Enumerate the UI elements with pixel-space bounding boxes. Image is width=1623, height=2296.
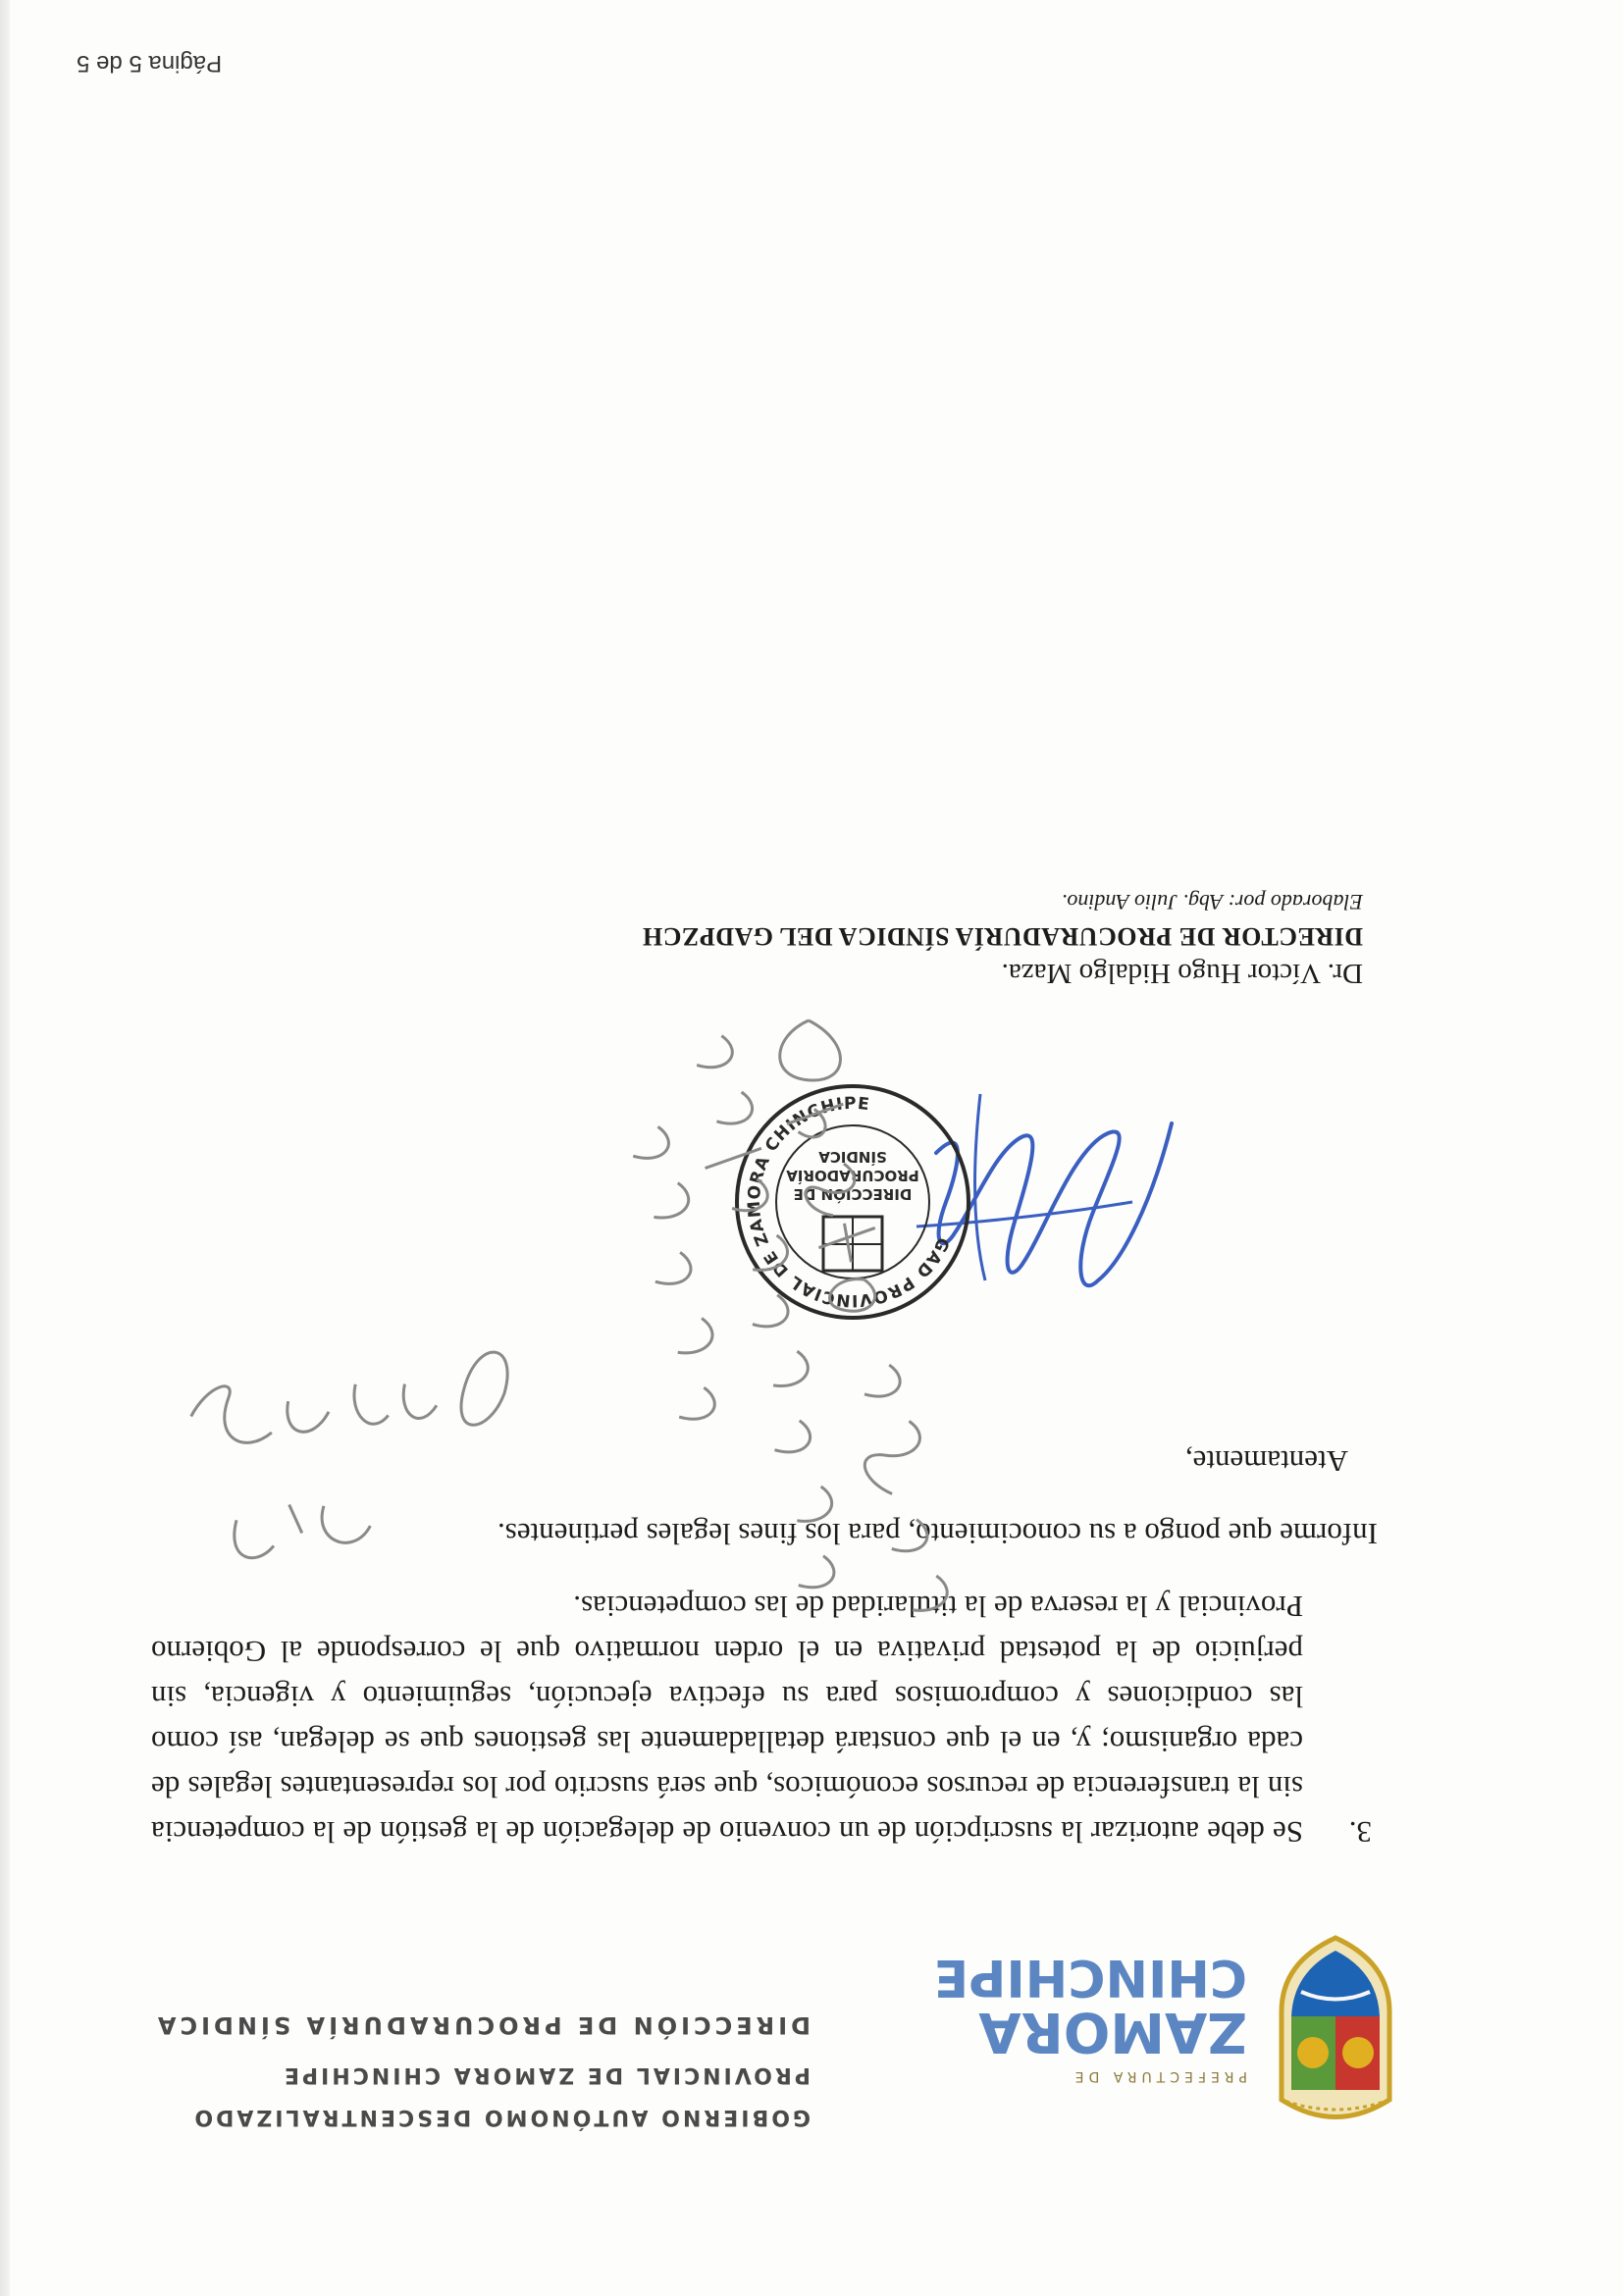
handwritten-note-objeto <box>615 1014 950 1646</box>
regards-line: Atentamente, <box>1184 1444 1348 1479</box>
stamp-ring-text: GAD PROVINCIAL DE ZAMORA CHINCHIPE <box>744 1093 954 1311</box>
logo-name-line2: CHINCHIPE <box>933 1948 1247 2007</box>
stamp-line2: PROCURADORÍA <box>786 1167 919 1184</box>
handwritten-note-disp <box>187 1351 524 1563</box>
prepared-by: Elaborado por: Abg. Julio Andino. <box>1061 890 1363 914</box>
signer-title: DIRECTOR DE PROCURADURÍA SÍNDICA DEL GADPZCH <box>642 922 1363 951</box>
item-text: Se debe autorizar la suscripción de un convenio de delegación de la gestión de la competencia sin la transferencia de recursos económicos, que será suscrito por los representantes legales de cada organismo; y, en el que constará detalladamente las gestiones que se delegan, así como las condiciones y compromisos para su efectiva ejecución, seguimiento y vigencia, sin perjuicio de la potestad privativa en el orden normativo que le corresponde al Gobierno Provincial y la reserva de la titularidad de las competencias. <box>151 1590 1303 1850</box>
closing-sentence: Informe que pongo a su conocimiento, para los fines legales pertinentes. <box>497 1517 1378 1551</box>
department-title: DIRECCIÓN DE PROCURADURÍA SÍNDICA <box>153 2011 811 2039</box>
page-number: Página 5 de 5 <box>77 50 223 77</box>
institution-line2: PROVINCIAL DE ZAMORA CHINCHIPE <box>281 2062 811 2087</box>
stamp-line3: SÍNDICA <box>818 1148 887 1166</box>
signer-name: Dr. Víctor Hugo Hidalgo Maza. <box>1001 958 1363 989</box>
logo-name-line1: ZAMORA <box>978 2000 1247 2063</box>
institution-line1: GOBIERNO AUTÓNOMO DESCENTRALIZADO <box>191 2105 811 2129</box>
logo-prefix: PREFECTURA DE <box>1070 2068 1247 2084</box>
stamp-line1: DIRECCIÓN DE <box>793 1185 913 1203</box>
item-number: 3. <box>1348 1815 1372 1850</box>
